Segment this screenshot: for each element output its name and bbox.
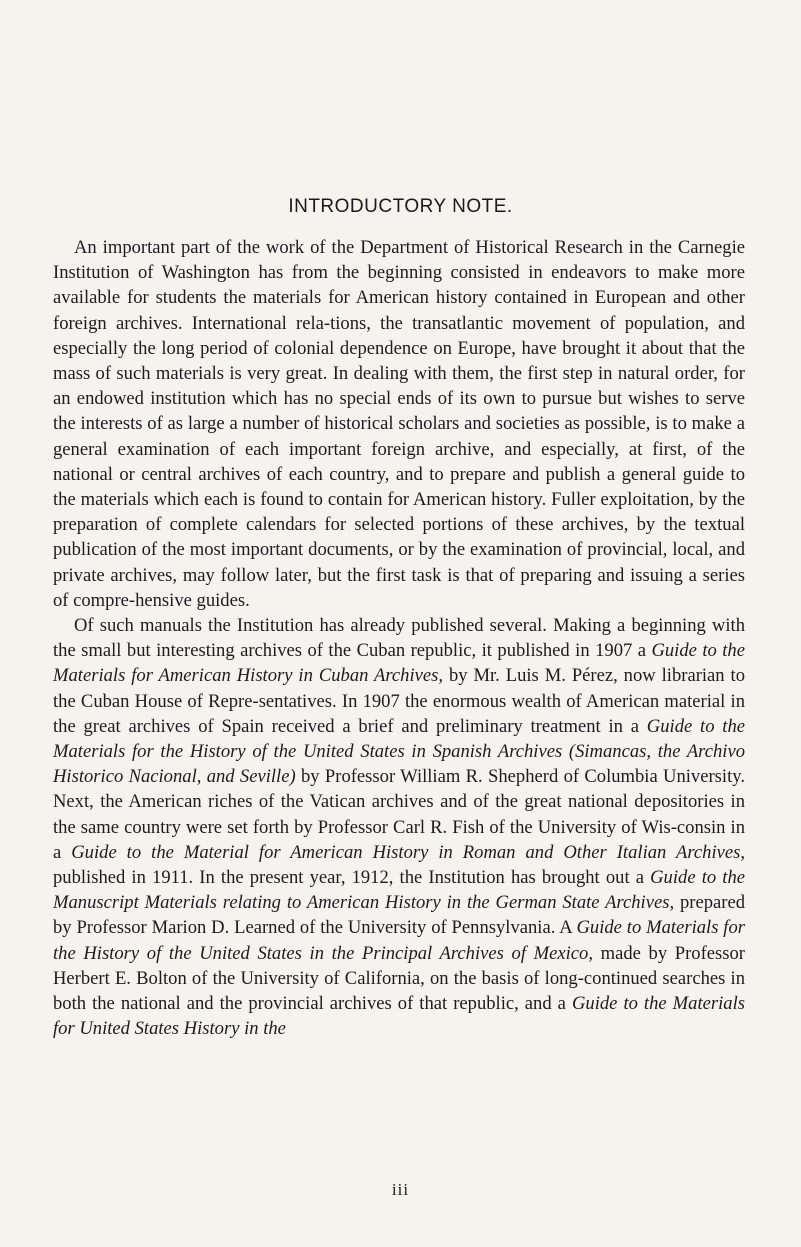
book-title-spanish: Guide to the Materials for the History of the United States in Spanish Archives (Simancas, the Archivo Historico Nacional, and Seville) xyxy=(53,715,746,788)
page-number: iii xyxy=(391,1180,410,1199)
paragraph-1: An important part of the work of the Department of Historical Research in the Carnegie Institution of Washington has from the beginning consisted in endeavors to make more available for students the materials for American history contained in European and other foreign archives. International rela-tions, the transatlantic movement of population, and especially the long period of colonial dependence on Europe, have brought it about that the mass of such materials is very great. In dealing with them, the first step in natural order, for an endowed institution which has no special ends of its own to pursue but wishes to serve the interests of as large a number of historical scholars and societies as possible, is to make a general examination of each important foreign archive, and especially, at first, of the national or central archives of each country, and to prepare and publish a general guide to the materials which each is found to contain for American history. Fuller exploitation, by the preparation of complete calendars for selected portions of these archives, by the textual publication of the most important documents, or by the examination of provincial, local, and private archives, may follow later, but the first task is that of preparing and issuing a series of compre-hensive guides. xyxy=(53,237,745,611)
text-span: by Professor William R. Shepherd of Columbia University. Next, the American riches of the Vatican archives and of the great national depositories in the same country were set forth by Professor Carl R. Fish of the University of Wis-consin in a xyxy=(53,766,745,863)
body-text xyxy=(53,235,745,1042)
book-title-continued: Guide to the Materials for United States History in the xyxy=(53,993,745,1040)
book-title-german: Guide to the Manuscript Materials relating to American History in the German State Archives, xyxy=(53,867,745,914)
text-span: made by Professor Herbert E. Bolton of the University of California, on the basis of long-continued searches in both the national and the provincial archives of that republic, and a xyxy=(53,942,745,1015)
book-title-mexico: Guide to Materials for the History of the United States in the Principal Archives of Mexico, xyxy=(53,917,745,964)
text-span: published in 1911. In the present year, 1912, the Institution has brought out a xyxy=(53,867,651,889)
paragraph-2 xyxy=(53,613,745,1041)
book-title-italian: Guide to the Material for American History in Roman and Other Italian Archives, xyxy=(71,841,745,863)
text-span: Of such manuals the Institution has already published several. Making a beginning with the small but interesting archives of the Cuban republic, it published in 1907 a xyxy=(53,615,745,662)
text-span: prepared by Professor Marion D. Learned of the University of Pennsylvania. A xyxy=(53,892,745,939)
page-title: INTRODUCTORY NOTE. xyxy=(288,196,513,217)
book-title-cuban: Guide to the Materials for American History in Cuban Archives, xyxy=(53,640,745,687)
text-span: by Mr. Luis M. Pérez, now librarian to the Cuban House of Repre-sentatives. In 1907 the enormous wealth of American material in the great archives of Spain received a brief and preliminary treatment in a xyxy=(53,665,745,737)
